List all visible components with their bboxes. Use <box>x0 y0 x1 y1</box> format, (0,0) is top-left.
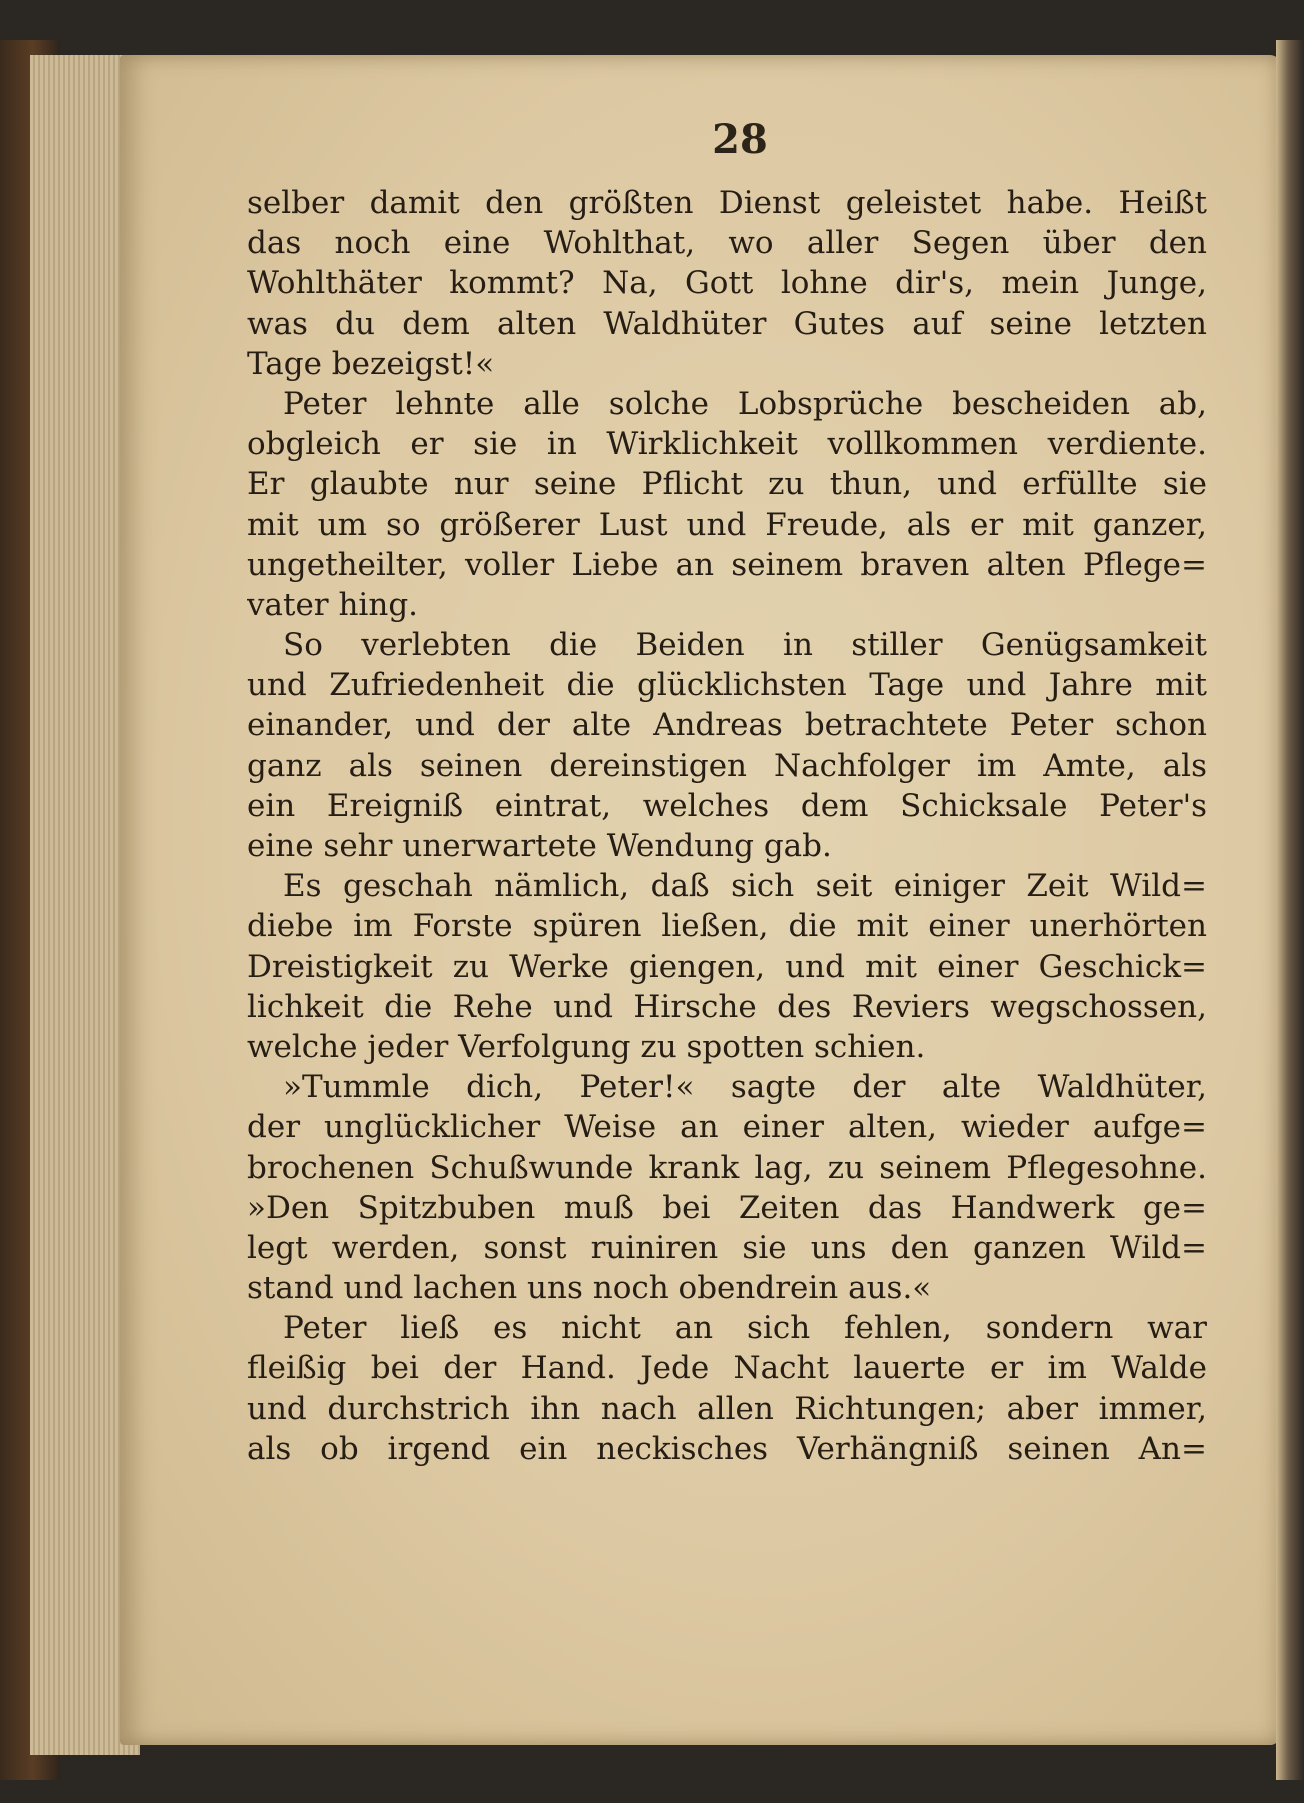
text-line: Wohlthäter kommt? Na, Gott lohne dir's, mein Junge, <box>247 265 1207 302</box>
text-line: Er glaubte nur seine Pflicht zu thun, und erfüllte sie <box>247 466 1207 503</box>
text-line: obgleich er sie in Wirklichkeit vollkommen verdiente. <box>247 426 1207 463</box>
text-line: ganz als seinen dereinstigen Nachfolger im Amte, als <box>247 747 1207 784</box>
text-line: welche jeder Verfolgung zu spotten schien. <box>247 1028 926 1065</box>
text-line: das noch eine Wohlthat, wo aller Segen über den <box>247 225 1207 262</box>
text-line: Tage bezeigst!« <box>247 345 495 382</box>
text-line: lichkeit die Rehe und Hirsche des Reviers wegschossen, <box>247 988 1207 1025</box>
page-number: 28 <box>712 116 768 163</box>
text-line: mit um so größerer Lust und Freude, als er mit ganzer, <box>247 506 1207 543</box>
text-line: und Zufriedenheit die glücklichsten Tage und Jahre mit <box>247 667 1207 704</box>
text-line: was du dem alten Waldhüter Gutes auf seine letzten <box>247 305 1207 342</box>
text-line: selber damit den größten Dienst geleistet habe. Heißt <box>247 185 1207 221</box>
text-line: vater hing. <box>247 586 419 623</box>
text-line: Peter lehnte alle solche Lobsprüche bescheiden ab, <box>283 385 1207 422</box>
text-line: Peter ließ es nicht an sich fehlen, sondern war <box>283 1310 1207 1347</box>
text-line: So verlebten die Beiden in stiller Genügsamkeit <box>283 627 1207 664</box>
text-line: der unglücklicher Weise an einer alten, wieder aufge= <box>247 1109 1207 1146</box>
text-line: Dreistigkeit zu Werke giengen, und mit einer Geschick= <box>247 948 1207 985</box>
text-line: einander, und der alte Andreas betrachtete Peter schon <box>247 707 1207 744</box>
text-line: legt werden, sonst ruiniren sie uns den ganzen Wild= <box>247 1229 1207 1266</box>
text-line: diebe im Forste spüren ließen, die mit einer unerhörten <box>247 908 1207 945</box>
text-line: eine sehr unerwartete Wendung gab. <box>247 828 832 864</box>
text-line: ungetheilter, voller Liebe an seinem braven alten Pflege= <box>247 546 1207 583</box>
text-line: Es geschah nämlich, daß sich seit einiger Zeit Wild= <box>283 868 1207 905</box>
book-cover-right <box>1276 40 1304 1780</box>
text-line: »Tummle dich, Peter!« sagte der alte Waldhüter, <box>283 1069 1207 1106</box>
text-line: fleißig bei der Hand. Jede Nacht lauerte er im Walde <box>247 1350 1207 1387</box>
text-line: ein Ereigniß eintrat, welches dem Schicksale Peter's <box>247 787 1207 824</box>
text-line: brochenen Schußwunde krank lag, zu seinem Pflegesohne. <box>247 1149 1207 1186</box>
body-text <box>247 183 1207 1469</box>
text-line: stand und lachen uns noch obendrein aus.« <box>247 1270 932 1307</box>
text-line: und durchstrich ihn nach allen Richtungen; aber immer, <box>247 1390 1207 1427</box>
text-line: »Den Spitzbuben muß bei Zeiten das Handwerk ge= <box>247 1189 1207 1226</box>
text-line: als ob irgend ein neckisches Verhängniß seinen An= <box>247 1430 1207 1467</box>
